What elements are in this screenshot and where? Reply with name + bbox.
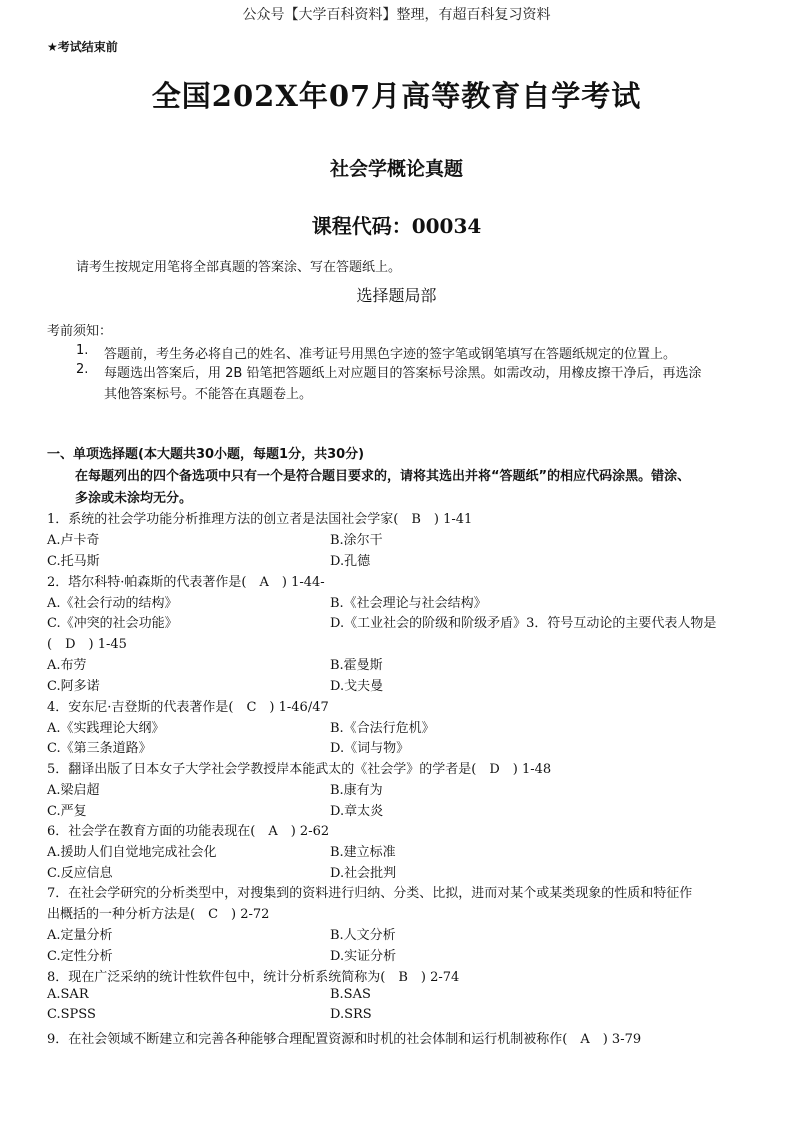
option-b: B.《社会理论与社会结构》: [330, 596, 487, 611]
option-a: A.SAR: [47, 987, 89, 1002]
notice-item-text: 每题选出答案后，用 2B 铅笔把答题纸上对应题目的答案标号涂黑。如需改动，用橡皮擦干净后，再选涂: [104, 366, 702, 381]
option-c: C.阿多诺: [47, 679, 100, 694]
option-b: B.康有为: [330, 783, 383, 798]
option-a: A.《社会行动的结构》: [47, 596, 178, 611]
question-stem: 9．在社会领域不断建立和完善各种能够合理配置资源和时机的社会体制和运行机制被称作( A ) 3-79: [47, 1032, 642, 1047]
page-title: 全国202X年07月高等教育自学考试: [151, 79, 642, 113]
option-c: C.《第三条道路》: [47, 741, 152, 756]
option-a: A.卢卡奇: [47, 533, 100, 548]
exam-subtitle: 社会学概论真题: [329, 158, 463, 180]
question-stem: 8．现在广泛采纳的统计性软件包中，统计分析系统简称为( B ) 2-74: [47, 970, 460, 985]
question-stem-cont: ( D ) 1-45: [47, 637, 127, 652]
option-c: C.《冲突的社会功能》: [47, 616, 178, 631]
notice-item-text-cont: 其他答案标号。不能答在真题卷上。: [104, 387, 313, 402]
question-stem: 6．社会学在教育方面的功能表现在( A ) 2-62: [47, 824, 330, 839]
option-d: D.社会批判: [330, 866, 397, 881]
option-d: D.SRS: [330, 1007, 372, 1022]
option-c: C.SPSS: [47, 1007, 96, 1022]
option-d: D.《词与物》: [330, 741, 410, 756]
notice-item-number: 1.: [76, 343, 89, 358]
course-code: 课程代码：00034: [311, 214, 482, 238]
notice-item-text: 答题前，考生务必将自己的姓名、准考证号用黑色字迹的签字笔或钢笔填写在答题纸规定的位置上。: [104, 347, 677, 362]
option-a: A.《实践理论大纲》: [47, 721, 165, 736]
option-c: C.定性分析: [47, 949, 113, 964]
notice-title: 考前须知：: [47, 324, 113, 339]
option-b: B.建立标准: [330, 845, 396, 860]
question-stem-cont: 出概括的一种分析方法是( C ) 2-72: [47, 907, 270, 922]
part1-heading: 一、单项选择题(本大题共30小题，每题1分，共30分): [47, 447, 365, 462]
exam-confidential-mark: ★考试结束前: [47, 40, 118, 54]
option-a: A.布劳: [47, 658, 87, 673]
page-header: 公众号【大学百科资料】整理，有超百科复习资料: [242, 7, 551, 23]
option-a: A.援助人们自觉地完成社会化: [47, 845, 217, 860]
part1-description: 在每题列出的四个备选项中只有一个是符合题目要求的，请将其选出并将“答题纸”的相应代码涂黑。错涂、: [75, 469, 691, 484]
option-a: A.定量分析: [47, 928, 113, 943]
option-d: D.章太炎: [330, 804, 384, 819]
section-label: 选择题局部: [356, 286, 437, 305]
notice-item-number: 2.: [76, 362, 89, 377]
option-c: C.托马斯: [47, 554, 100, 569]
option-b: B.涂尔干: [330, 533, 383, 548]
question-stem: 4．安东尼·吉登斯的代表著作是( C ) 1-46/47: [47, 700, 329, 715]
option-b: B.霍曼斯: [330, 658, 383, 673]
question-stem: 1．系统的社会学功能分析推理方法的创立者是法国社会学家( B ) 1-41: [47, 512, 473, 527]
question-stem: 7．在社会学研究的分析类型中，对搜集到的资料进行归纳、分类、比拟，进而对某个或某类现象的性质和特征作: [47, 886, 693, 901]
question-stem: 2．塔尔科特·帕森斯的代表著作是( A ) 1-44-: [47, 575, 325, 590]
option-b: B.《合法行危机》: [330, 721, 435, 736]
instruction-text: 请考生按规定用笔将全部真题的答案涂、写在答题纸上。: [76, 260, 402, 275]
option-d: D.孔德: [330, 554, 371, 569]
option-a: A.梁启超: [47, 783, 100, 798]
question-stem: 5．翻译出版了日本女子大学社会学教授岸本能武太的《社会学》的学者是( D ) 1-48: [47, 762, 552, 777]
option-d: D.戈夫曼: [330, 679, 384, 694]
option-c: C.严复: [47, 804, 87, 819]
option-b: B.SAS: [330, 987, 371, 1002]
option-d: D.《工业社会的阶级和阶级矛盾》3．符号互动论的主要代表人物是: [330, 616, 717, 631]
part1-description-cont: 多涂或未涂均无分。: [75, 491, 193, 506]
option-b: B.人文分析: [330, 928, 396, 943]
option-c: C.反应信息: [47, 866, 113, 881]
option-d: D.实证分析: [330, 949, 397, 964]
